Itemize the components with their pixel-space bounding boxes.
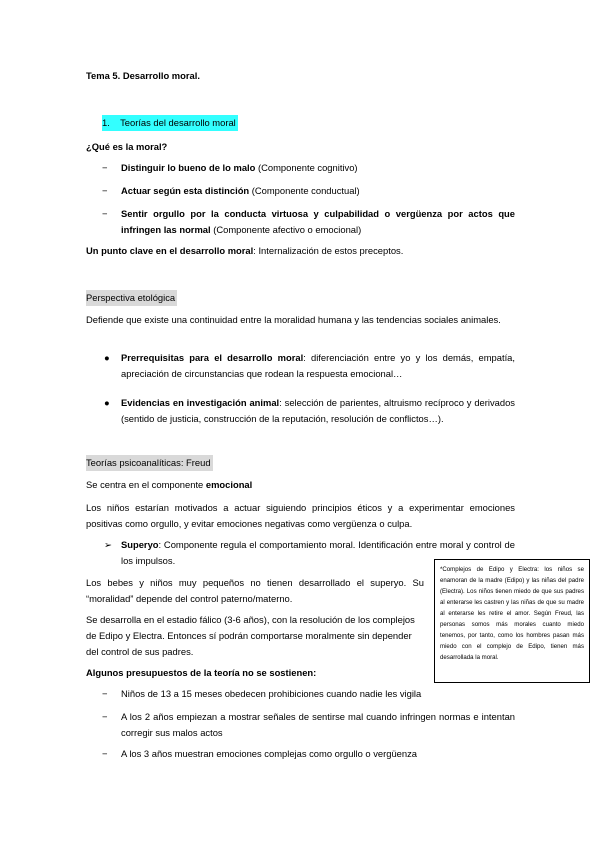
dash-marker: −	[102, 185, 108, 196]
bullet-text: : diferenciación entre yo y los demás, empatía, apreciación de circunstancias que rodean la respuesta emocional…	[121, 352, 515, 379]
page-title: Tema 5. Desarrollo moral.	[86, 70, 200, 81]
item-text: A los 3 años muestran emociones complejas como orgullo o vergüenza	[121, 748, 417, 759]
freud-centra	[86, 477, 252, 493]
freud-motivados: Los niños estarían motivados a actuar siguiendo principios éticos y a experimentar emociones positivas como orgullo, y evitar emociones negativas como vergüenza o culpa.	[86, 502, 515, 529]
question-heading: ¿Qué es la moral?	[86, 141, 168, 152]
dash-marker: −	[102, 711, 108, 722]
item-text: A los 2 años empiezan a mostrar señales de sentirse mal cuando infringen normas e intentan corregir sus malos actos	[121, 711, 515, 738]
etologica-heading: Perspectiva etológica	[86, 290, 177, 306]
bullet-dot: ●	[104, 397, 110, 408]
list-item	[102, 183, 514, 199]
etologica-intro: Defiende que existe una continuidad entre la moralidad humana y las tendencias sociales animales.	[86, 314, 501, 325]
freud-heading: Teorías psicoanalíticas: Freud	[86, 455, 213, 471]
list-item	[102, 746, 515, 762]
list-item	[102, 686, 515, 702]
dash-marker: −	[102, 208, 108, 219]
bullet-bold: Evidencias en investigación animal	[121, 397, 280, 408]
freud-falico: Se desarrolla en el estadio fálico (3-6 años), con la resolución de los complejos de Edipo y Electra. Entonces sí podrán comportarse moralmente sin depender del control de sus padres.	[86, 614, 415, 657]
section-number: 1.	[102, 117, 110, 128]
arrow-bullet-icon: ➢	[104, 539, 112, 550]
item-bold: Sentir orgullo por la conducta virtuosa y culpabilidad o vergüenza por actos que infringen las normal	[121, 208, 515, 235]
bullet-text: : selección de parientes, altruismo recíproco y derivados (sentido de justicia, construcción de la reputación, resolución de conflictos…).	[121, 397, 515, 424]
section-heading	[102, 115, 238, 131]
key-point-bold: Un punto clave en el desarrollo moral	[86, 245, 254, 256]
list-item	[102, 160, 514, 176]
bullet-item	[102, 395, 515, 427]
bullet-item	[102, 350, 515, 382]
item-text: (Componente conductual)	[249, 185, 360, 196]
superyo-bold: Superyo	[121, 539, 159, 550]
centra-text: Se centra en el componente	[86, 479, 206, 490]
freud-bebes: Los bebes y niños muy pequeños no tienen desarrollado el superyo. Su “moralidad” depende del control paterno/materno.	[86, 577, 424, 604]
item-text: (Componente afectivo o emocional)	[210, 224, 362, 235]
section-label: Teorías del desarrollo moral	[120, 117, 236, 128]
key-point	[86, 243, 403, 259]
dash-marker: −	[102, 688, 108, 699]
item-bold: Distinguir lo bueno de lo malo	[121, 162, 256, 173]
dash-marker: −	[102, 162, 108, 173]
dash-marker: −	[102, 748, 108, 759]
item-text: Niños de 13 a 15 meses obedecen prohibiciones cuando nadie les vigila	[121, 688, 422, 699]
freud-presupuestos: Algunos presupuestos de la teoría no se sostienen:	[86, 667, 317, 678]
superyo-text: : Componente regula el comportamiento moral. Identificación entre moral y control de los impulsos.	[121, 539, 515, 566]
bullet-bold: Prerrequisitas para el desarrollo moral	[121, 352, 304, 363]
list-item	[102, 709, 515, 741]
key-point-text: : Internalización de estos preceptos.	[253, 245, 404, 256]
item-bold: Actuar según esta distinción	[121, 185, 250, 196]
centra-bold: emocional	[205, 479, 253, 490]
item-text: (Componente cognitivo)	[255, 162, 358, 173]
footnote-box: *Complejos de Edipo y Electra: los niños se enamoran de la madre (Edipo) y las niñas del padre (Electra). Los niños tienen miedo de que sus padres al enterarse les castren y las niñas de que su madre al enterarse les retire el amor. Según Freud, las personas somos más morales cuanto miedo tenemos, por tanto, como los hombres pasan más miedo con el complejo de Edipo, tienen más desarrollada la moral.	[434, 559, 590, 683]
list-item	[102, 206, 515, 238]
bullet-dot: ●	[104, 352, 110, 363]
